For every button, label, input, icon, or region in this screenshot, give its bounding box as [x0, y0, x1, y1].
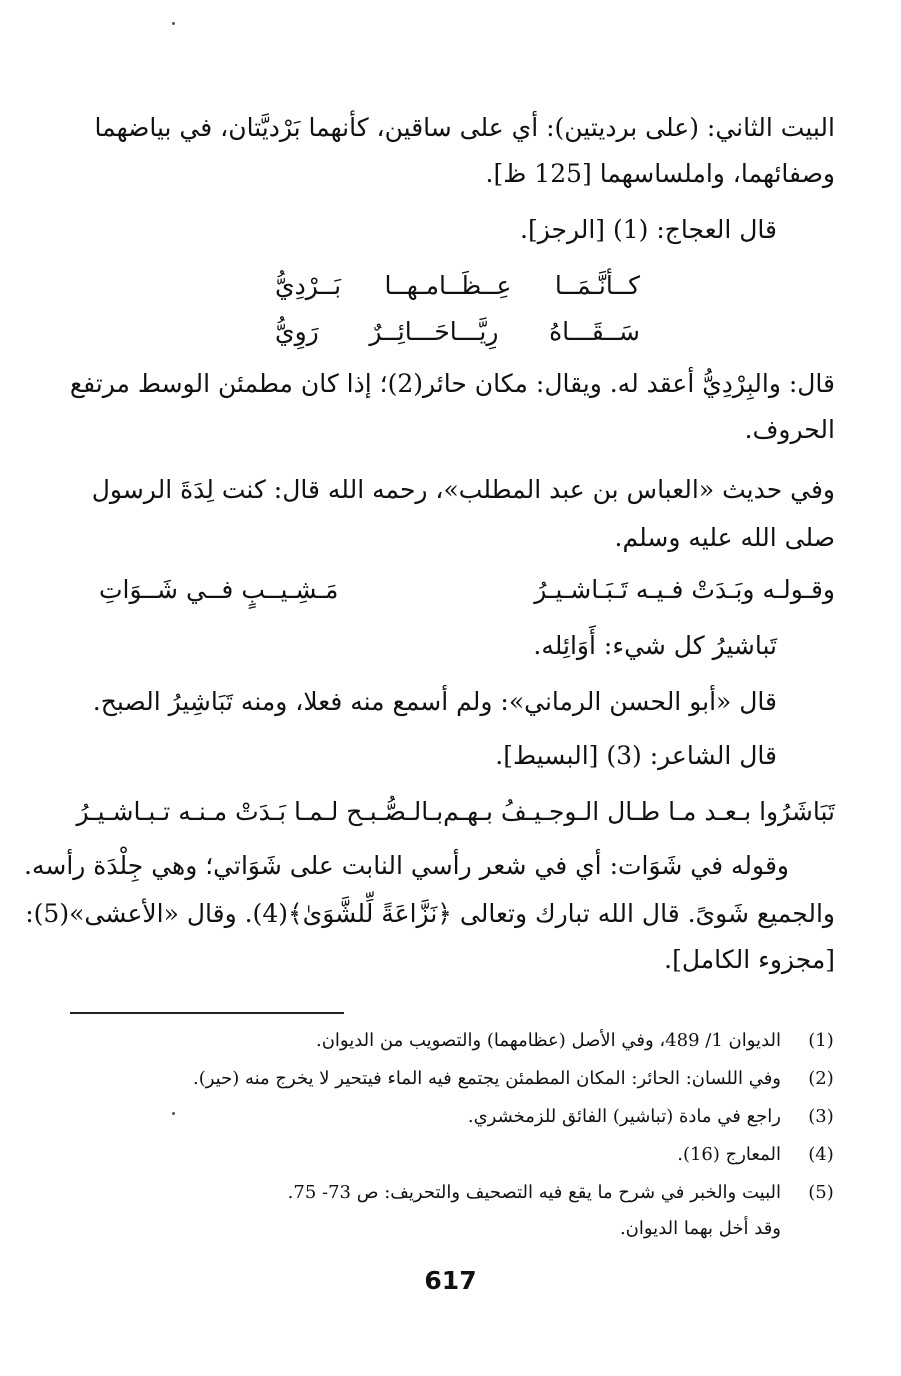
verse-hemistich: بـالـصُّـبـح لـمـا بَـدَتْ مـنـه تـبـاشـيـرُ: [76, 797, 444, 826]
paragraph-line: [مجزوء الكامل].: [664, 945, 835, 974]
footnote-number: (5): [808, 1182, 834, 1203]
footnote-separator: [70, 1012, 344, 1014]
footnote-text: الديوان 1/ 489، وفي الأصل (عظامهما) والتصويب من الديوان.: [315, 1030, 781, 1051]
paragraph-line: قال العجاج: (1) [الرجز].: [520, 215, 777, 244]
footnote-number: (4): [808, 1144, 834, 1165]
paragraph-line: قال: والبِرْدِيُّ أعقد له. ويقال: مكان حائر(2)؛ إذا كان مطمئن الوسط مرتفع: [69, 369, 835, 398]
paragraph-line: والجميع شَوىً. قال الله تبارك وتعالى ﴿نَزَّاعَةً لِّلشَّوَىٰ﴾(4). وقال «الأعشى»(5):: [25, 899, 835, 928]
paragraph-line: الحروف.: [744, 415, 835, 444]
scan-speck: [172, 1112, 175, 1115]
verse-hemistich: وقـولـه وبَـدَتْ فـيـه تَـبَـاشـيـرُ: [534, 575, 835, 604]
paragraph-line: قال «أبو الحسن الرماني»: ولم أسمع منه فعلا، ومنه تَبَاشِيرُ الصبح.: [92, 687, 777, 716]
footnote-number: (1): [808, 1030, 834, 1051]
paragraph-line: وقوله في شَوَات: أي في شعر رأسي النابت على شَوَاتي؛ وهي جِلْدَة رأسه.: [24, 851, 789, 880]
verse-hemistich: تَبَاشَرُوا بـعـد مـا طـال الـوجـيـفُ بـهـم: [443, 797, 835, 826]
verse-line: سَــقَـــاهُ رِيَّـــاحَـــائِــرٌ رَوِيُّ: [275, 317, 640, 346]
paragraph-line: البيت الثاني: (على برديتين): أي على ساقين، كأنهما بَرْديَّتان، في بياضهما: [94, 113, 835, 142]
page-number: 617: [424, 1266, 477, 1295]
footnote-text: البيت والخبر في شرح ما يقع فيه التصحيف والتحريف: ص 73- 75.: [287, 1182, 781, 1203]
footnote-text: المعارج (16).: [677, 1144, 781, 1165]
verse-hemistich: مَـشِـيــبٍ فــي شَــوَاتِ: [99, 575, 339, 604]
verse-couplet: [99, 572, 835, 608]
verse-line: كــأنَّـمَــا عِــظَــامـهــا بَــرْدِيُّ: [275, 271, 640, 300]
footnote-text: وقد أخل بهما الديوان.: [619, 1218, 781, 1239]
paragraph-line: تَباشيرُ كل شيء: أَوَائِله.: [533, 631, 777, 660]
verse-couplet: [76, 794, 835, 830]
footnote-number: (3): [808, 1106, 834, 1127]
paragraph-line: وصفائهما، واملساسهما [125 ظ].: [485, 159, 835, 188]
paragraph-line: وفي حديث «العباس بن عبد المطلب»، رحمه الله قال: كنت لِدَةَ الرسول: [91, 475, 835, 504]
paragraph-line: قال الشاعر: (3) [البسيط].: [495, 741, 777, 770]
scan-speck: [172, 22, 175, 25]
paragraph-line: صلى الله عليه وسلم.: [614, 523, 835, 552]
footnote-text: وفي اللسان: الحائر: المكان المطمئن يجتمع فيه الماء فيتحير لا يخرج منه (حير).: [192, 1068, 781, 1089]
footnote-number: (2): [808, 1068, 834, 1089]
footnote-text: راجع في مادة (تباشير) الفائق للزمخشري.: [467, 1106, 781, 1127]
